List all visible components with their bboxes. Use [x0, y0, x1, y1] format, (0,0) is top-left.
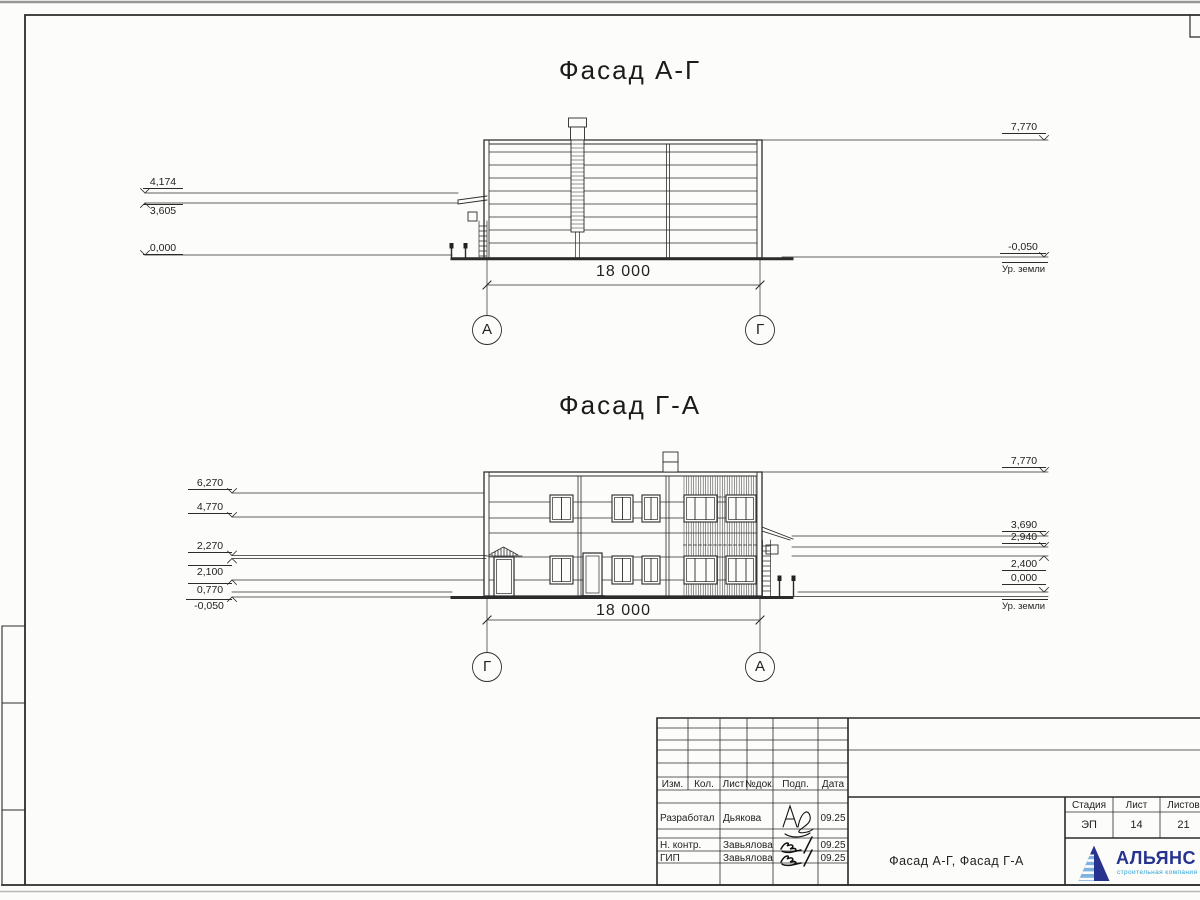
- stage-header: Стадия: [1071, 800, 1107, 811]
- titleblock-header-izm: Изм.: [661, 779, 684, 790]
- elevation-mark: 7,770: [1002, 455, 1046, 468]
- building-inner-edges: [489, 140, 757, 258]
- door-canopy: [486, 547, 522, 556]
- level-leader-lines: [145, 140, 1048, 257]
- axis-label: Г: [482, 658, 492, 675]
- window-inner: [687, 559, 715, 582]
- titleblock-header-podp: Подп.: [782, 779, 809, 790]
- elevation-mark: 7,770: [1002, 121, 1046, 134]
- titleblock-date: 09.25: [820, 853, 846, 864]
- elevation-arrows: [141, 136, 1049, 258]
- chimney-top: [571, 127, 585, 140]
- titleblock-role: ГИП: [660, 853, 680, 864]
- facade-top-title: Фасад А-Г: [558, 55, 702, 85]
- elevation-mark: 2,100: [188, 565, 232, 578]
- elevation-mark: 4,770: [188, 501, 232, 514]
- logo-pyramid-icon: [1077, 846, 1110, 882]
- elevation-mark: -0,050: [186, 599, 232, 612]
- company-logo-text: АЛЬЯНС: [1116, 848, 1197, 868]
- axis-label: А: [754, 658, 765, 675]
- window-inner: [729, 498, 754, 520]
- bollard-flag: [778, 576, 782, 582]
- elevation-arrows: [228, 468, 1049, 602]
- stage-value: ЭП: [1081, 819, 1097, 831]
- window-inner: [687, 498, 715, 520]
- elevation-mark: 3,605: [143, 204, 183, 217]
- bollard-flag: [792, 576, 796, 582]
- ground-level-label: Ур. земли: [1002, 599, 1048, 612]
- left-small-box: [468, 212, 477, 221]
- titleblock-name: Завьялова: [723, 853, 773, 864]
- titleblock-date: 09.25: [820, 813, 846, 824]
- elevation-mark: 3,690: [1002, 519, 1046, 532]
- company-tagline: строительная компания: [1117, 869, 1198, 876]
- chimney: [663, 452, 678, 462]
- chimney-pole: [576, 232, 580, 257]
- bollard-flag: [450, 243, 454, 249]
- left-canopy: [458, 196, 487, 204]
- titleblock-name: Завьялова: [723, 840, 773, 851]
- signature-dyakova: [783, 806, 813, 837]
- wall-divider: [667, 144, 670, 258]
- listov-header: Листов: [1167, 800, 1200, 811]
- frame-left-stamp-boxes: [2, 626, 25, 885]
- chimney-ladder: [571, 140, 584, 232]
- chimney-cap: [569, 118, 587, 127]
- dimension-text: 18 000: [596, 263, 651, 280]
- right-canopy: [762, 527, 793, 540]
- signatures: [781, 806, 813, 866]
- elevation-mark: 4,174: [143, 176, 183, 189]
- elevation-mark: 0,770: [188, 583, 232, 596]
- axis-label: Г: [755, 321, 765, 338]
- facade-bottom-title: Фасад Г-А: [558, 390, 702, 420]
- titleblock-date: 09.25: [820, 840, 846, 851]
- siding-lines: [489, 152, 757, 243]
- elevation-mark: 0,000: [143, 242, 183, 255]
- elevation-mark: 6,270: [188, 477, 232, 490]
- left-ladder: [479, 221, 487, 257]
- elevation-mark: 2,940: [1002, 531, 1046, 544]
- facade-top-drawing: [141, 118, 1049, 345]
- window-inner: [729, 559, 754, 582]
- listov-value: 21: [1177, 819, 1190, 831]
- titleblock-role: Разработал: [660, 813, 715, 824]
- list-header: Лист: [1125, 800, 1148, 811]
- titleblock-header-dok: №док.: [745, 779, 775, 790]
- level-leader-lines: [232, 472, 1048, 597]
- elevation-mark: 2,400: [1002, 558, 1046, 571]
- list-value: 14: [1130, 819, 1143, 831]
- axis-label: А: [481, 321, 492, 338]
- elevation-mark: -0,050: [1000, 241, 1046, 254]
- frame-corner-box: [1190, 15, 1200, 37]
- facade-bottom-drawing: [228, 452, 1049, 682]
- elevation-mark: 0,000: [1002, 572, 1046, 585]
- bollard-posts: [780, 578, 794, 596]
- titleblock-header-kol: Кол.: [694, 779, 714, 790]
- titleblock-header-data: Дата: [821, 779, 845, 790]
- bollard-posts: [452, 246, 466, 257]
- titleblock-header-list: Лист: [722, 779, 745, 790]
- dimension-text: 18 000: [596, 602, 651, 619]
- entrance-door: [494, 557, 514, 596]
- sheet-name: Фасад А-Г, Фасад Г-А: [889, 854, 1024, 868]
- elevation-mark: 2,270: [188, 540, 232, 553]
- bollard-flag: [464, 243, 468, 249]
- titleblock-role: Н. контр.: [660, 840, 702, 851]
- building-outline: [484, 140, 762, 258]
- ground-level-label: Ур. земли: [1002, 262, 1048, 275]
- titleblock-name: Дьякова: [723, 813, 762, 824]
- chimney: [663, 462, 678, 472]
- frame-border: [2, 15, 1200, 885]
